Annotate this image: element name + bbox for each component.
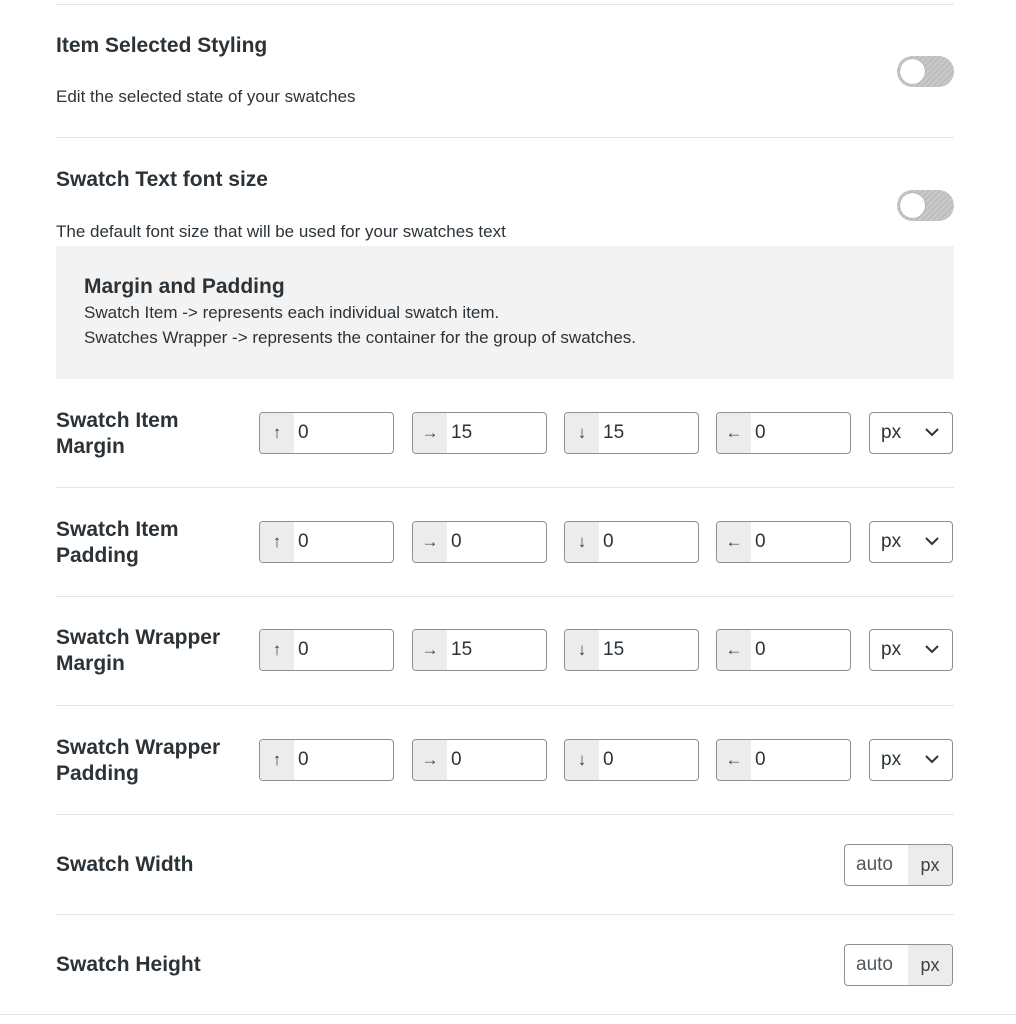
swatch-wrapper-padding-left-input[interactable]	[716, 739, 851, 781]
arrow-right-icon: →	[413, 630, 447, 670]
field-value: 0	[298, 422, 309, 443]
swatch-width-label: Swatch Width	[56, 853, 194, 876]
field-value: 0	[755, 639, 766, 660]
swatch-item-padding-top-input[interactable]	[259, 521, 394, 563]
swatch-wrapper-padding-top-input[interactable]	[259, 739, 394, 781]
info-line-swatch-item: Swatch Item -> represents each individual swatch item.	[84, 303, 500, 322]
chevron-down-icon	[924, 426, 940, 438]
toggle-knob	[900, 193, 925, 218]
field-value: 0	[755, 422, 766, 443]
swatch-item-padding-bottom-input[interactable]	[564, 521, 699, 563]
swatch-wrapper-padding-right-input[interactable]	[412, 739, 547, 781]
field-value: 0	[603, 531, 614, 552]
swatch-item-margin-top-input[interactable]	[259, 412, 394, 454]
label-line: Swatch Wrapper	[56, 626, 221, 649]
arrow-left-icon: ←	[717, 630, 751, 670]
label-line: Padding	[56, 544, 139, 567]
info-line-swatches-wrapper: Swatches Wrapper -> represents the container for the group of swatches.	[84, 328, 637, 347]
info-title: Margin and Padding	[84, 275, 285, 298]
swatch-height-unit: px	[908, 945, 952, 985]
field-value: 0	[298, 531, 309, 552]
swatch-wrapper-margin-right-input[interactable]	[412, 629, 547, 671]
label-line: Swatch Item	[56, 518, 179, 541]
unit-value: px	[881, 422, 902, 443]
arrow-up-icon: ↑	[260, 740, 294, 780]
swatch-wrapper-margin-label	[56, 625, 246, 677]
field-value: 15	[603, 639, 625, 660]
arrow-right-icon: →	[413, 413, 447, 453]
swatch-wrapper-margin-bottom-input[interactable]	[564, 629, 699, 671]
margin-padding-info-box	[56, 246, 954, 379]
swatch-width-placeholder: auto	[856, 854, 893, 875]
arrow-up-icon: ↑	[260, 413, 294, 453]
swatch-wrapper-padding-unit-select[interactable]	[869, 739, 953, 781]
swatch-height-label: Swatch Height	[56, 953, 201, 976]
swatch-item-padding-label	[56, 517, 246, 569]
swatch-wrapper-padding-label	[56, 735, 246, 787]
swatch-wrapper-margin-left-input[interactable]	[716, 629, 851, 671]
font-size-description: The default font size that will be used for your swatches text	[56, 222, 506, 241]
field-value: 0	[298, 639, 309, 660]
label-line: Margin	[56, 435, 125, 458]
arrow-left-icon: ←	[717, 740, 751, 780]
divider	[56, 705, 954, 706]
arrow-up-icon: ↑	[260, 522, 294, 562]
unit-value: px	[881, 639, 902, 660]
divider	[56, 814, 954, 815]
swatch-item-margin-bottom-input[interactable]	[564, 412, 699, 454]
divider	[56, 914, 954, 915]
arrow-left-icon: ←	[717, 522, 751, 562]
field-value: 15	[603, 422, 625, 443]
label-line: Swatch Wrapper	[56, 736, 221, 759]
divider	[56, 4, 954, 5]
font-size-toggle[interactable]	[897, 190, 954, 221]
swatch-item-margin-left-input[interactable]	[716, 412, 851, 454]
swatch-height-input[interactable]	[844, 944, 953, 986]
field-value: 15	[451, 422, 473, 443]
label-line: Padding	[56, 762, 139, 785]
label-line: Swatch Item	[56, 409, 179, 432]
item-selected-description: Edit the selected state of your swatches	[56, 87, 356, 106]
arrow-down-icon: ↓	[565, 413, 599, 453]
font-size-title: Swatch Text font size	[56, 168, 268, 191]
unit-value: px	[881, 749, 902, 770]
toggle-knob	[900, 59, 925, 84]
label-line: Margin	[56, 652, 125, 675]
item-selected-toggle[interactable]	[897, 56, 954, 87]
swatch-item-padding-left-input[interactable]	[716, 521, 851, 563]
swatch-width-input[interactable]	[844, 844, 953, 886]
unit-value: px	[881, 531, 902, 552]
field-value: 0	[298, 749, 309, 770]
arrow-up-icon: ↑	[260, 630, 294, 670]
chevron-down-icon	[924, 753, 940, 765]
field-value: 0	[451, 749, 462, 770]
swatch-item-padding-unit-select[interactable]	[869, 521, 953, 563]
swatch-item-margin-label	[56, 408, 246, 460]
field-value: 0	[755, 531, 766, 552]
arrow-right-icon: →	[413, 740, 447, 780]
swatch-wrapper-margin-unit-select[interactable]	[869, 629, 953, 671]
swatch-item-padding-right-input[interactable]	[412, 521, 547, 563]
divider	[56, 137, 954, 138]
arrow-right-icon: →	[413, 522, 447, 562]
field-value: 0	[755, 749, 766, 770]
swatch-height-placeholder: auto	[856, 954, 893, 975]
arrow-down-icon: ↓	[565, 740, 599, 780]
swatch-item-margin-unit-select[interactable]	[869, 412, 953, 454]
item-selected-title: Item Selected Styling	[56, 34, 268, 57]
divider	[56, 487, 954, 488]
swatch-wrapper-padding-bottom-input[interactable]	[564, 739, 699, 781]
divider	[56, 596, 954, 597]
arrow-left-icon: ←	[717, 413, 751, 453]
field-value: 0	[603, 749, 614, 770]
field-value: 0	[451, 531, 462, 552]
arrow-down-icon: ↓	[565, 522, 599, 562]
arrow-down-icon: ↓	[565, 630, 599, 670]
field-value: 15	[451, 639, 473, 660]
swatch-width-unit: px	[908, 845, 952, 885]
chevron-down-icon	[924, 535, 940, 547]
divider	[0, 1014, 1016, 1015]
chevron-down-icon	[924, 643, 940, 655]
swatch-item-margin-right-input[interactable]	[412, 412, 547, 454]
swatch-wrapper-margin-top-input[interactable]	[259, 629, 394, 671]
